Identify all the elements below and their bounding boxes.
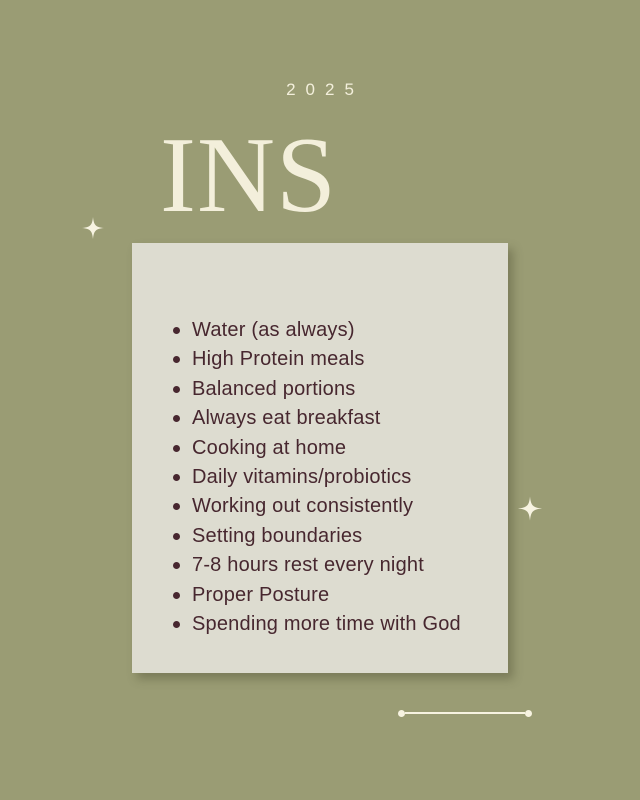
line-dots-decoration: [398, 706, 532, 720]
list-item: [173, 375, 488, 404]
bullet-dot-icon: [173, 474, 180, 481]
list-item: [173, 551, 488, 580]
year-label: 2025: [286, 80, 364, 99]
bullet-dot-icon: [173, 386, 180, 393]
rule-line: [405, 712, 525, 714]
bullet-dot-icon: [173, 356, 180, 363]
list-item-text: Spending more time with God: [192, 613, 461, 636]
list-item-text: Cooking at home: [192, 436, 347, 459]
page-title: INS: [160, 116, 338, 235]
bullet-dot-icon: [173, 445, 180, 452]
bullet-dot-icon: [173, 415, 180, 422]
list-item: [173, 610, 488, 639]
list-item: [173, 492, 488, 521]
list-item: [173, 434, 488, 463]
bullet-dot-icon: [173, 327, 180, 334]
list-item: [173, 581, 488, 610]
dot-icon: [398, 710, 405, 717]
list-item: [173, 404, 488, 433]
bullet-dot-icon: [173, 562, 180, 569]
list-item-text: Proper Posture: [192, 583, 330, 606]
list-item: [173, 463, 488, 492]
list-item-text: 7-8 hours rest every night: [192, 554, 424, 577]
ins-list: [132, 243, 508, 639]
list-item-text: High Protein meals: [192, 348, 365, 371]
list-item-text: Daily vitamins/probiotics: [192, 466, 412, 489]
bullet-dot-icon: [173, 533, 180, 540]
list-item: [173, 316, 488, 345]
list-item: [173, 522, 488, 551]
list-item-text: Always eat breakfast: [192, 407, 381, 430]
list-card: [132, 243, 508, 673]
bullet-dot-icon: [173, 592, 180, 599]
sparkle-icon: [518, 493, 542, 524]
bullet-dot-icon: [173, 621, 180, 628]
list-item-text: Balanced portions: [192, 377, 356, 400]
sparkle-icon: [82, 215, 104, 241]
bullet-dot-icon: [173, 503, 180, 510]
list-item-text: Working out consistently: [192, 495, 414, 518]
dot-icon: [525, 710, 532, 717]
list-item: [173, 345, 488, 374]
list-item-text: Setting boundaries: [192, 524, 363, 547]
list-item-text: Water (as always): [192, 319, 355, 341]
